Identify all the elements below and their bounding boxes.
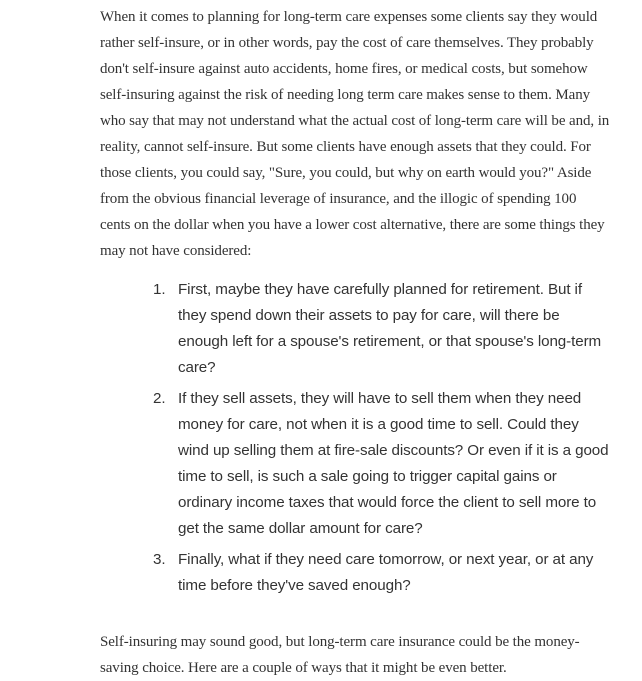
list-item-number: 1. (153, 281, 166, 298)
list-item-text: If they sell assets, they will have to sell them when they need money for care, not when it is a good time to sell. Could they wind up selling them at fire-sale discounts? Or even if it is a good time to sell, is such a sale going to trigger capital gains or ordinary income taxes that would force the client to sell more to get the same dollar amount for care? (178, 390, 609, 537)
list-item (100, 547, 610, 599)
list-item-text: First, maybe they have carefully planned for retirement. But if they spend down their assets to pay for care, will there be enough left for a spouse's retirement, or that spouse's long-term care? (178, 281, 602, 376)
considerations-list (100, 277, 610, 599)
list-item (100, 277, 610, 381)
list-item-number: 3. (153, 551, 166, 568)
closing-paragraph: Self-insuring may sound good, but long-term care insurance could be the money-saving choice. Here are a couple of ways that it might be even better. (100, 634, 580, 676)
list-item-number: 2. (153, 390, 166, 407)
article-body (100, 4, 610, 681)
intro-paragraph: When it comes to planning for long-term care expenses some clients say they would rather self-insure, or in other words, pay the cost of care themselves. They probably don't self-insure against auto accidents, home fires, or medical costs, but somehow self-insuring against the risk of needing long term care makes sense to them. Many who say that may not understand what the actual cost of long-term care will be and, in reality, cannot self-insure. But some clients have enough assets that they could. For those clients, you could say, "Sure, you could, but why on earth would you?" Aside from the obvious financial leverage of insurance, and the illogic of spending 100 cents on the dollar when you have a lower cost alternative, there are some things they may not have considered: (100, 9, 610, 259)
list-item-text: Finally, what if they need care tomorrow, or next year, or at any time before they've saved enough? (178, 551, 594, 594)
list-item (100, 386, 610, 542)
